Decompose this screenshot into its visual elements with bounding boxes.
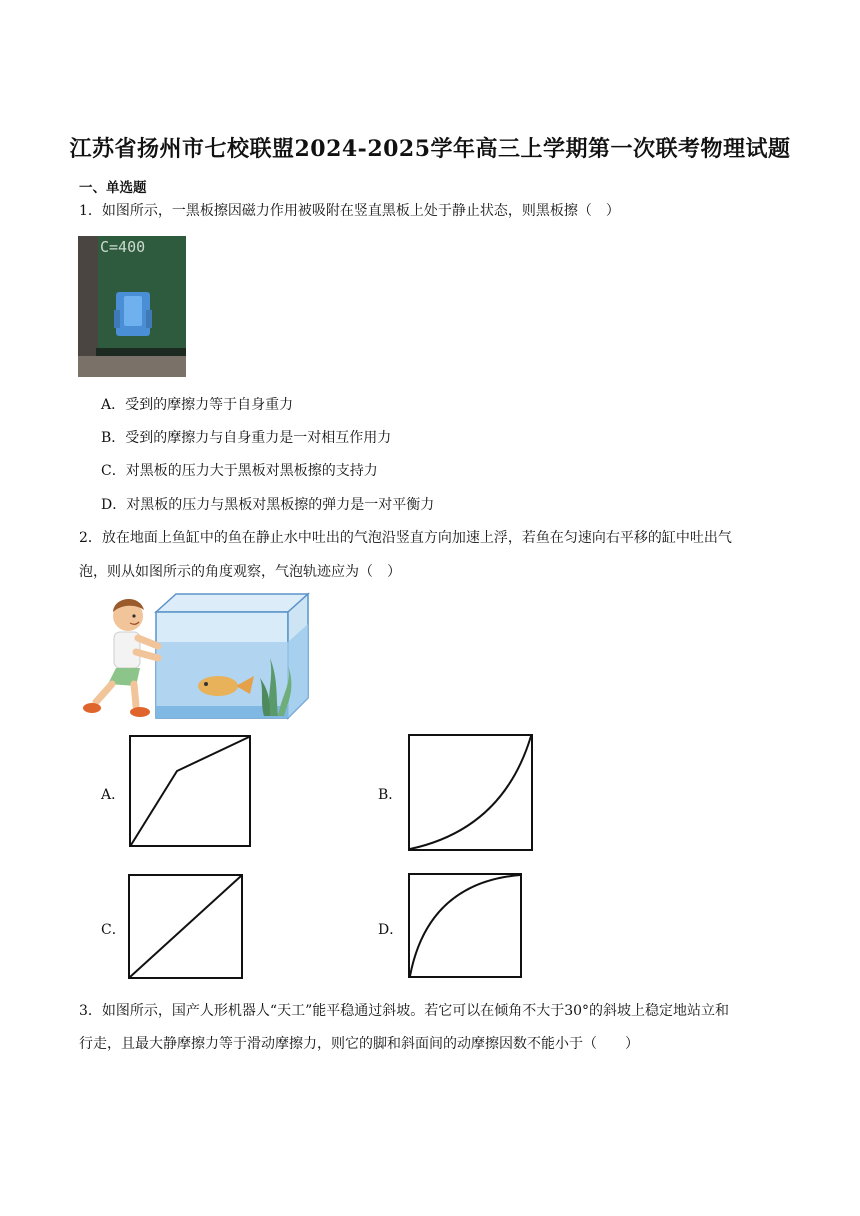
- option-b-graph: [408, 734, 534, 852]
- question-1-stem: 1．如图所示，一黑板擦因磁力作用被吸附在竖直黑板上处于静止状态，则黑板擦（ ）: [79, 203, 620, 219]
- option-d-graph: [408, 873, 523, 979]
- blackboard-eraser-photo: [78, 236, 186, 377]
- question-1-option-c: C．对黑板的压力大于黑板对黑板擦的支持力: [101, 463, 378, 479]
- question-2-stem-line2: 泡，则从如图所示的角度观察，气泡轨迹应为（ ）: [79, 564, 401, 580]
- chalk-writing: C=400: [100, 238, 146, 256]
- page-title: 江苏省扬州市七校联盟2024-2025学年高三上学期第一次联考物理试题: [69, 136, 791, 162]
- question-2-option-d-label: D．: [378, 922, 404, 938]
- fish-tank-illustration: [78, 590, 314, 722]
- question-1-option-d: D．对黑板的压力与黑板对黑板擦的弹力是一对平衡力: [101, 497, 435, 513]
- question-2-stem-line1: 2．放在地面上鱼缸中的鱼在静止水中吐出的气泡沿竖直方向加速上浮，若鱼在匀速向右平移的缸中吐出气: [79, 530, 732, 546]
- question-2-option-b-label: B．: [378, 787, 403, 803]
- section-heading: 一、单选题: [79, 180, 147, 196]
- option-c-graph: [128, 874, 244, 980]
- question-2-option-a-label: A．: [101, 787, 126, 803]
- question-2-option-c-label: C．: [101, 922, 126, 938]
- question-1-option-a: A．受到的摩擦力等于自身重力: [101, 397, 294, 413]
- option-a-graph: [129, 735, 252, 847]
- question-3-stem-line1: 3．如图所示，国产人形机器人“天工”能平稳通过斜坡。若它可以在倾角不大于30°的斜坡上稳定地站立和: [79, 1003, 730, 1019]
- question-1-option-b: B．受到的摩擦力与自身重力是一对相互作用力: [101, 430, 392, 446]
- question-3-stem-line2: 行走，且最大静摩擦力等于滑动摩擦力，则它的脚和斜面间的动摩擦因数不能小于（ ）: [79, 1036, 639, 1052]
